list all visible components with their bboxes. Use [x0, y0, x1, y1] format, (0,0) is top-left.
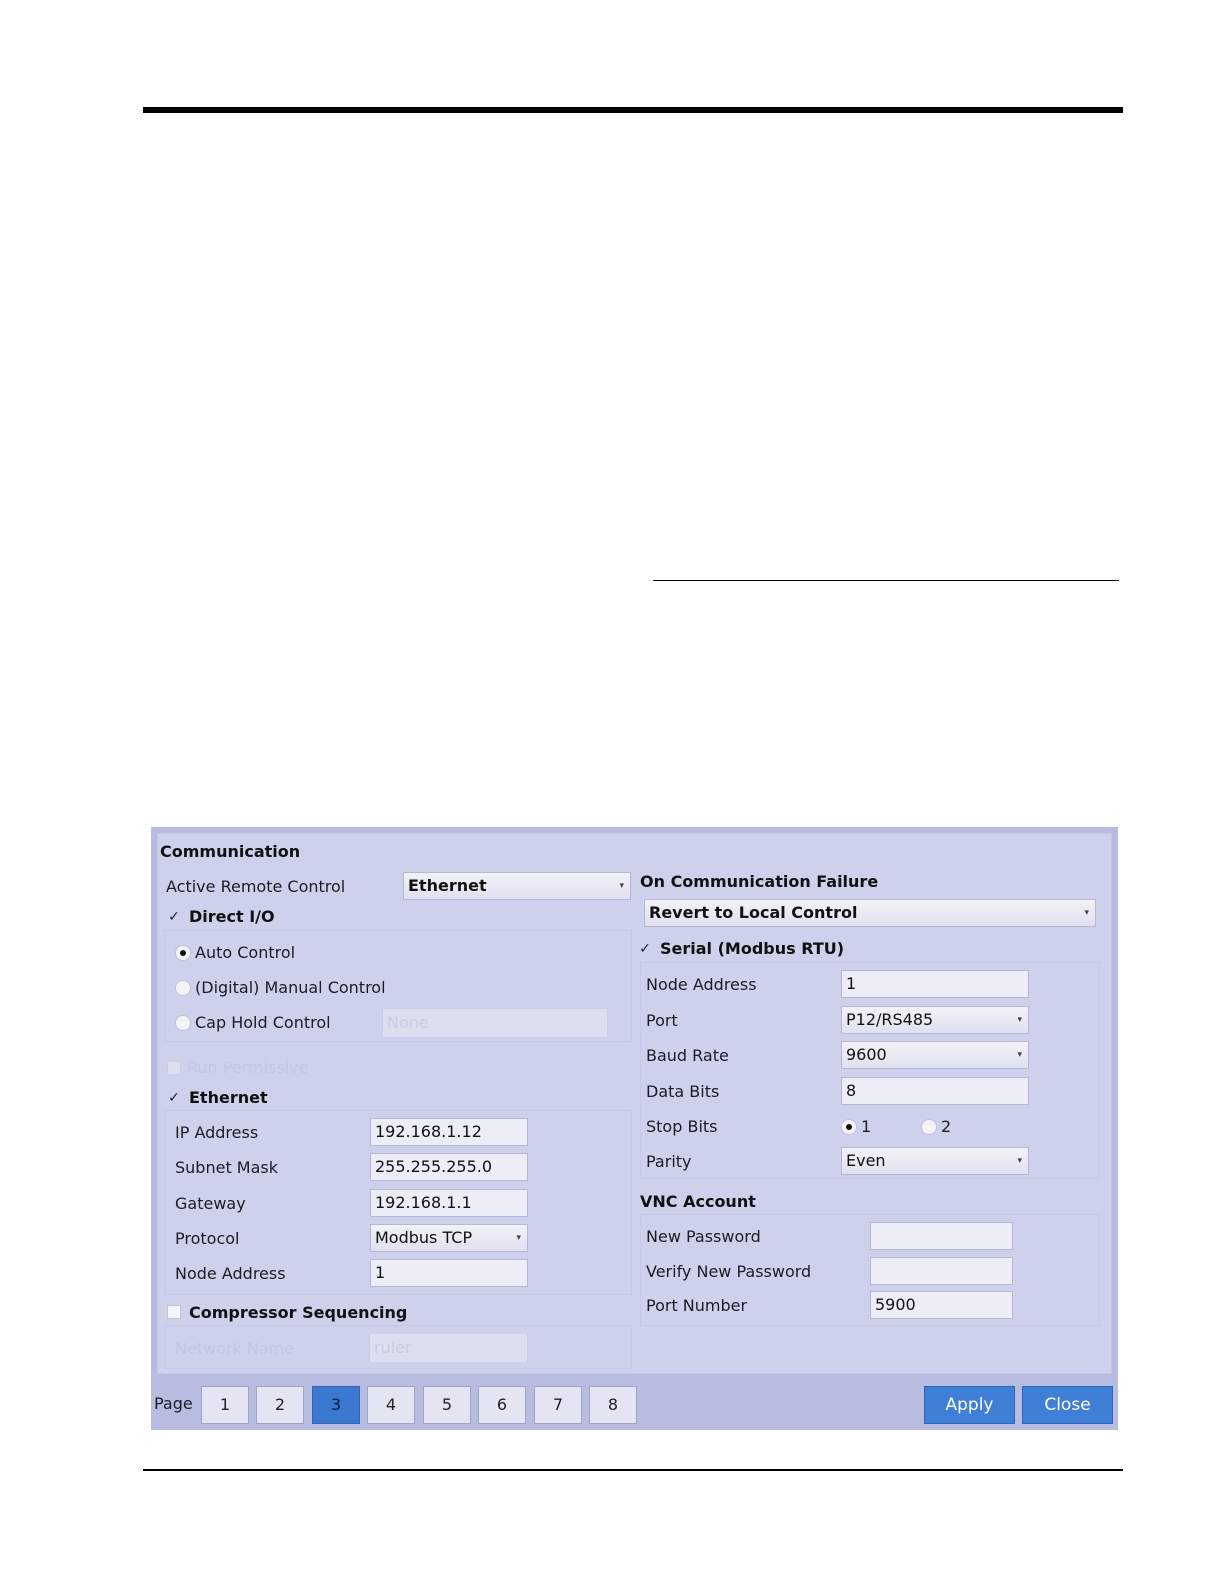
port-label: Port [646, 1011, 678, 1030]
ethernet-node-address-label: Node Address [175, 1264, 286, 1283]
stop-bits-label: Stop Bits [646, 1117, 718, 1136]
network-name-input[interactable]: ruler [369, 1333, 528, 1363]
data-bits-input[interactable]: 8 [841, 1077, 1029, 1105]
active-remote-control-select[interactable]: Ethernet ▾ [403, 872, 631, 900]
auto-control-label: Auto Control [195, 943, 296, 962]
direct-io-label: Direct I/O [189, 907, 275, 926]
parity-label: Parity [646, 1152, 692, 1171]
footer-rule [143, 1469, 1123, 1471]
cap-hold-input[interactable]: None [382, 1008, 608, 1038]
auto-control-radio[interactable] [175, 945, 191, 961]
gateway-input[interactable]: 192.168.1.1 [370, 1189, 528, 1217]
compressor-sequencing-checkbox[interactable] [167, 1305, 181, 1319]
direct-io-checkbox[interactable]: ✓ [168, 909, 180, 925]
page-label: Page [154, 1394, 193, 1413]
run-permissive-checkbox[interactable] [167, 1061, 181, 1075]
chevron-down-icon: ▾ [619, 881, 624, 891]
verify-password-label: Verify New Password [646, 1262, 812, 1281]
baud-rate-label: Baud Rate [646, 1046, 729, 1065]
new-password-label: New Password [646, 1227, 761, 1246]
page-button-6[interactable]: 6 [478, 1386, 526, 1424]
verify-password-input[interactable] [870, 1257, 1013, 1285]
page-button-7[interactable]: 7 [534, 1386, 582, 1424]
on-failure-select[interactable]: Revert to Local Control ▾ [644, 899, 1096, 927]
on-failure-label: On Communication Failure [640, 872, 879, 891]
manual-control-radio[interactable] [175, 980, 191, 996]
stop-bits-1-label: 1 [861, 1117, 872, 1136]
subnet-mask-label: Subnet Mask [175, 1158, 279, 1177]
data-bits-label: Data Bits [646, 1082, 720, 1101]
vnc-account-label: VNC Account [640, 1192, 756, 1211]
chevron-down-icon: ▾ [1017, 1156, 1022, 1166]
protocol-select[interactable]: Modbus TCP ▾ [370, 1224, 528, 1252]
run-permissive-label: Run Permissive [187, 1058, 309, 1077]
active-remote-control-label: Active Remote Control [166, 877, 346, 896]
caption-rule [653, 580, 1119, 581]
stop-bits-2-radio[interactable] [921, 1119, 937, 1135]
page-button-5[interactable]: 5 [423, 1386, 471, 1424]
vnc-port-input[interactable]: 5900 [870, 1291, 1013, 1319]
vnc-port-label: Port Number [646, 1296, 748, 1315]
new-password-input[interactable] [870, 1222, 1013, 1250]
ethernet-checkbox[interactable]: ✓ [168, 1090, 180, 1106]
ip-address-label: IP Address [175, 1123, 259, 1142]
apply-button[interactable]: Apply [924, 1386, 1015, 1424]
panel-title: Communication [160, 842, 301, 861]
chevron-down-icon: ▾ [1017, 1015, 1022, 1025]
communication-dialog [151, 827, 1118, 1430]
page-button-8[interactable]: 8 [589, 1386, 637, 1424]
chevron-down-icon: ▾ [1017, 1050, 1022, 1060]
cap-hold-control-radio[interactable] [175, 1015, 191, 1031]
chevron-down-icon: ▾ [516, 1233, 521, 1243]
baud-rate-select[interactable]: 9600 ▾ [841, 1041, 1029, 1069]
serial-label: Serial (Modbus RTU) [660, 939, 845, 958]
protocol-label: Protocol [175, 1229, 240, 1248]
stop-bits-1-radio[interactable] [841, 1119, 857, 1135]
compressor-sequencing-label: Compressor Sequencing [189, 1303, 408, 1322]
chevron-down-icon: ▾ [1084, 908, 1089, 918]
header-rule [143, 107, 1123, 113]
parity-select[interactable]: Even ▾ [841, 1147, 1029, 1175]
port-select[interactable]: P12/RS485 ▾ [841, 1006, 1029, 1034]
ethernet-label: Ethernet [189, 1088, 268, 1107]
page-button-3[interactable]: 3 [312, 1386, 360, 1424]
gateway-label: Gateway [175, 1194, 246, 1213]
serial-checkbox[interactable]: ✓ [639, 941, 651, 957]
communication-panel [157, 833, 1112, 1374]
ip-address-input[interactable]: 192.168.1.12 [370, 1118, 528, 1146]
network-name-label: Network Name [175, 1339, 295, 1358]
page-button-2[interactable]: 2 [256, 1386, 304, 1424]
subnet-mask-input[interactable]: 255.255.255.0 [370, 1153, 528, 1181]
page-button-1[interactable]: 1 [201, 1386, 249, 1424]
serial-node-address-input[interactable]: 1 [841, 970, 1029, 998]
close-button[interactable]: Close [1022, 1386, 1113, 1424]
page-button-4[interactable]: 4 [367, 1386, 415, 1424]
manual-control-label: (Digital) Manual Control [195, 978, 386, 997]
serial-node-address-label: Node Address [646, 975, 757, 994]
ethernet-node-address-input[interactable]: 1 [370, 1259, 528, 1287]
cap-hold-control-label: Cap Hold Control [195, 1013, 331, 1032]
stop-bits-2-label: 2 [941, 1117, 952, 1136]
